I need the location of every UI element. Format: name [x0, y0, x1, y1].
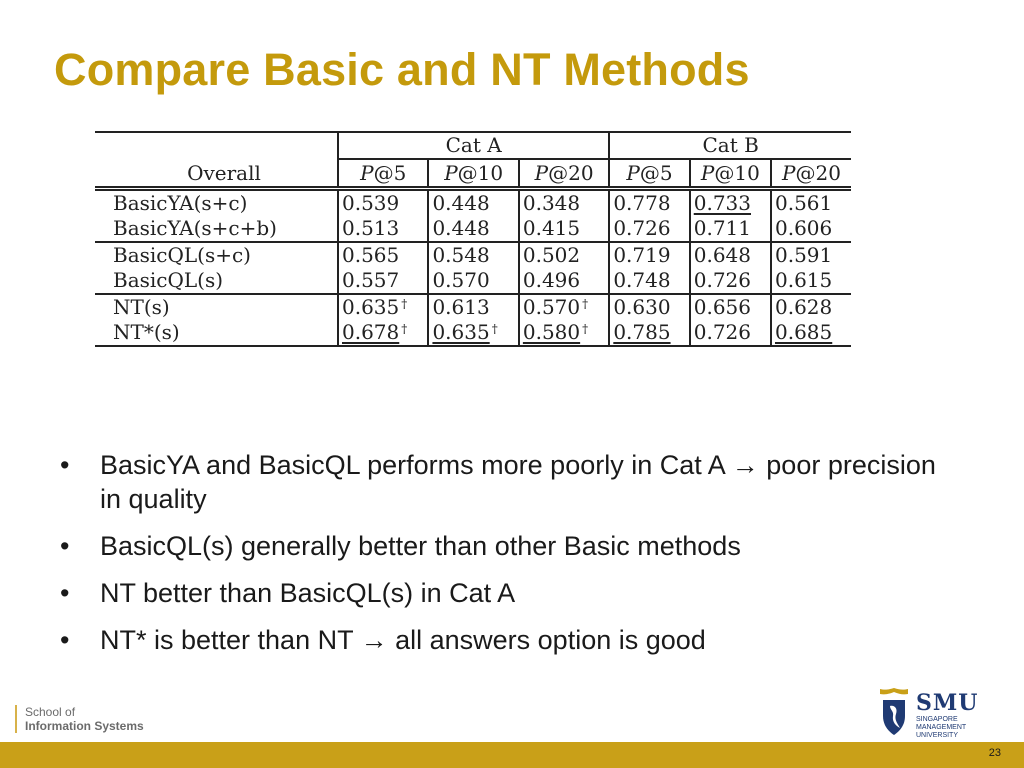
value-cell — [428, 268, 518, 294]
table-row — [95, 216, 851, 242]
value-cell — [519, 216, 609, 242]
value-text: 0.580 — [522, 320, 581, 344]
dagger-mark: † — [491, 322, 498, 336]
value-cell — [428, 294, 518, 320]
method-cell: BasicYA(s+c) — [95, 189, 338, 217]
value-cell — [609, 320, 689, 346]
metric-suffix: @5 — [639, 160, 673, 185]
value-cell — [338, 216, 428, 242]
metric-suffix: @10 — [714, 160, 760, 185]
metric-suffix: @20 — [548, 160, 594, 185]
bullet-list — [60, 448, 960, 670]
table-body — [95, 189, 851, 347]
metric-header — [519, 159, 609, 188]
value-cell — [428, 242, 518, 268]
value-cell — [428, 189, 518, 217]
bullet-dot: • — [60, 531, 70, 561]
value-cell — [690, 216, 771, 242]
value-text: 0.448 — [432, 191, 490, 215]
method-cell: NT(s) — [95, 294, 338, 320]
value-text: 0.630 — [613, 295, 671, 319]
bullet-text: BasicYA and BasicQL performs more poorly in Cat A → poor precision in quality — [100, 450, 936, 514]
value-text: 0.726 — [613, 216, 671, 240]
value-cell — [771, 320, 851, 346]
value-text: 0.785 — [613, 320, 671, 344]
method-cell: BasicQL(s+c) — [95, 242, 338, 268]
value-cell — [690, 242, 771, 268]
value-cell — [771, 268, 851, 294]
value-cell — [690, 320, 771, 346]
value-text: 0.348 — [522, 191, 581, 215]
logo-subtext: SINGAPORE MANAGEMENT UNIVERSITY — [916, 716, 967, 739]
value-text: 0.748 — [613, 268, 671, 292]
metric-header — [428, 159, 518, 188]
bullet-text: NT better than BasicQL(s) in Cat A — [100, 578, 516, 608]
value-cell — [338, 320, 428, 346]
value-cell — [338, 294, 428, 320]
dagger-mark: † — [582, 322, 589, 336]
value-cell — [609, 294, 689, 320]
value-text: 0.565 — [342, 243, 400, 267]
metric-suffix: @10 — [457, 160, 504, 185]
value-text: 0.615 — [774, 268, 833, 292]
value-cell — [690, 189, 771, 217]
bullet-item — [60, 529, 960, 563]
value-cell — [338, 242, 428, 268]
value-cell — [609, 242, 689, 268]
table-row — [95, 189, 851, 217]
value-text: 0.548 — [432, 243, 490, 267]
value-text: 0.496 — [522, 268, 581, 292]
dagger-mark: † — [401, 322, 408, 336]
group-header-cat-a: Cat A — [338, 132, 609, 159]
method-cell: BasicYA(s+c+b) — [113, 216, 277, 240]
bullet-dot: • — [60, 625, 70, 655]
dagger-mark: † — [582, 297, 589, 311]
value-text: 0.635 — [432, 320, 490, 344]
value-text: 0.502 — [522, 243, 581, 267]
metric-header — [690, 159, 771, 188]
metric-prefix: P — [626, 160, 640, 185]
value-cell — [771, 216, 851, 242]
corner-label-cell — [95, 132, 338, 189]
value-text: 0.539 — [342, 191, 400, 215]
metric-prefix: P — [782, 160, 796, 185]
value-cell — [519, 189, 609, 217]
value-cell — [519, 242, 609, 268]
metric-prefix: P — [700, 160, 715, 185]
table-row — [95, 268, 851, 294]
value-cell — [338, 189, 428, 217]
value-text: 0.719 — [613, 243, 671, 267]
value-text: 0.561 — [774, 191, 833, 215]
metric-prefix: P — [534, 160, 549, 185]
page-number: 23 — [988, 747, 1001, 759]
value-text: 0.628 — [774, 295, 833, 319]
bullet-item — [60, 448, 960, 516]
value-cell — [519, 294, 609, 320]
value-text: 0.678 — [342, 320, 400, 344]
metric-suffix: @5 — [373, 160, 407, 185]
value-cell — [771, 294, 851, 320]
school-label — [15, 705, 144, 733]
bullet-dot: • — [60, 578, 70, 608]
value-text: 0.513 — [342, 216, 400, 240]
smu-crest-icon — [874, 684, 914, 738]
metric-prefix: P — [360, 160, 374, 185]
bullet-dot: • — [60, 450, 70, 480]
table-row — [95, 294, 851, 320]
table-row — [95, 320, 851, 346]
value-cell — [519, 320, 609, 346]
metric-header — [771, 159, 851, 188]
value-cell — [428, 216, 518, 242]
value-text: 0.726 — [693, 268, 751, 292]
value-text: 0.648 — [693, 243, 751, 267]
value-text: 0.685 — [774, 320, 833, 344]
value-cell — [609, 189, 689, 217]
value-text: 0.570 — [432, 268, 490, 292]
bullet-text: NT* is better than NT → all answers option is good — [100, 625, 706, 655]
value-text: 0.733 — [693, 191, 751, 215]
method-cell: NT*(s) — [95, 320, 338, 346]
metric-header — [609, 159, 689, 188]
value-text: 0.415 — [522, 216, 581, 240]
value-cell — [690, 268, 771, 294]
school-label-line1: School of — [25, 705, 76, 719]
metric-header — [338, 159, 428, 188]
value-text: 0.448 — [432, 216, 490, 240]
value-text: 0.557 — [342, 268, 400, 292]
value-text: 0.635 — [342, 295, 400, 319]
value-cell — [690, 294, 771, 320]
value-text: 0.726 — [693, 320, 751, 344]
smu-logo — [872, 682, 1012, 740]
bullet-text: BasicQL(s) generally better than other Basic methods — [100, 531, 741, 561]
results-table — [95, 131, 851, 347]
value-cell — [609, 216, 689, 242]
value-cell — [338, 268, 428, 294]
value-cell — [771, 189, 851, 217]
bullet-item — [60, 623, 960, 657]
value-text: 0.591 — [774, 243, 833, 267]
table-row — [95, 242, 851, 268]
value-text: 0.656 — [693, 295, 751, 319]
table-header-groups — [95, 132, 851, 159]
metric-suffix: @20 — [795, 160, 841, 185]
value-text: 0.606 — [774, 216, 833, 240]
metric-prefix: P — [444, 160, 458, 185]
value-cell — [609, 268, 689, 294]
group-header-cat-b: Cat B — [609, 132, 851, 159]
school-label-line2: Information Systems — [25, 719, 144, 733]
value-text: 0.778 — [613, 191, 671, 215]
value-text: 0.711 — [693, 216, 751, 240]
method-cell: BasicQL(s) — [113, 268, 224, 292]
corner-label: Overall — [187, 161, 261, 185]
value-text: 0.570 — [522, 295, 581, 319]
value-text: 0.613 — [432, 295, 490, 319]
value-cell — [771, 242, 851, 268]
footer-bar — [0, 742, 1024, 768]
logo-text: SMU — [916, 690, 979, 716]
value-cell — [519, 268, 609, 294]
bullet-item — [60, 576, 960, 610]
dagger-mark: † — [401, 297, 408, 311]
value-cell — [428, 320, 518, 346]
slide-title: Compare Basic and NT Methods — [54, 44, 750, 95]
